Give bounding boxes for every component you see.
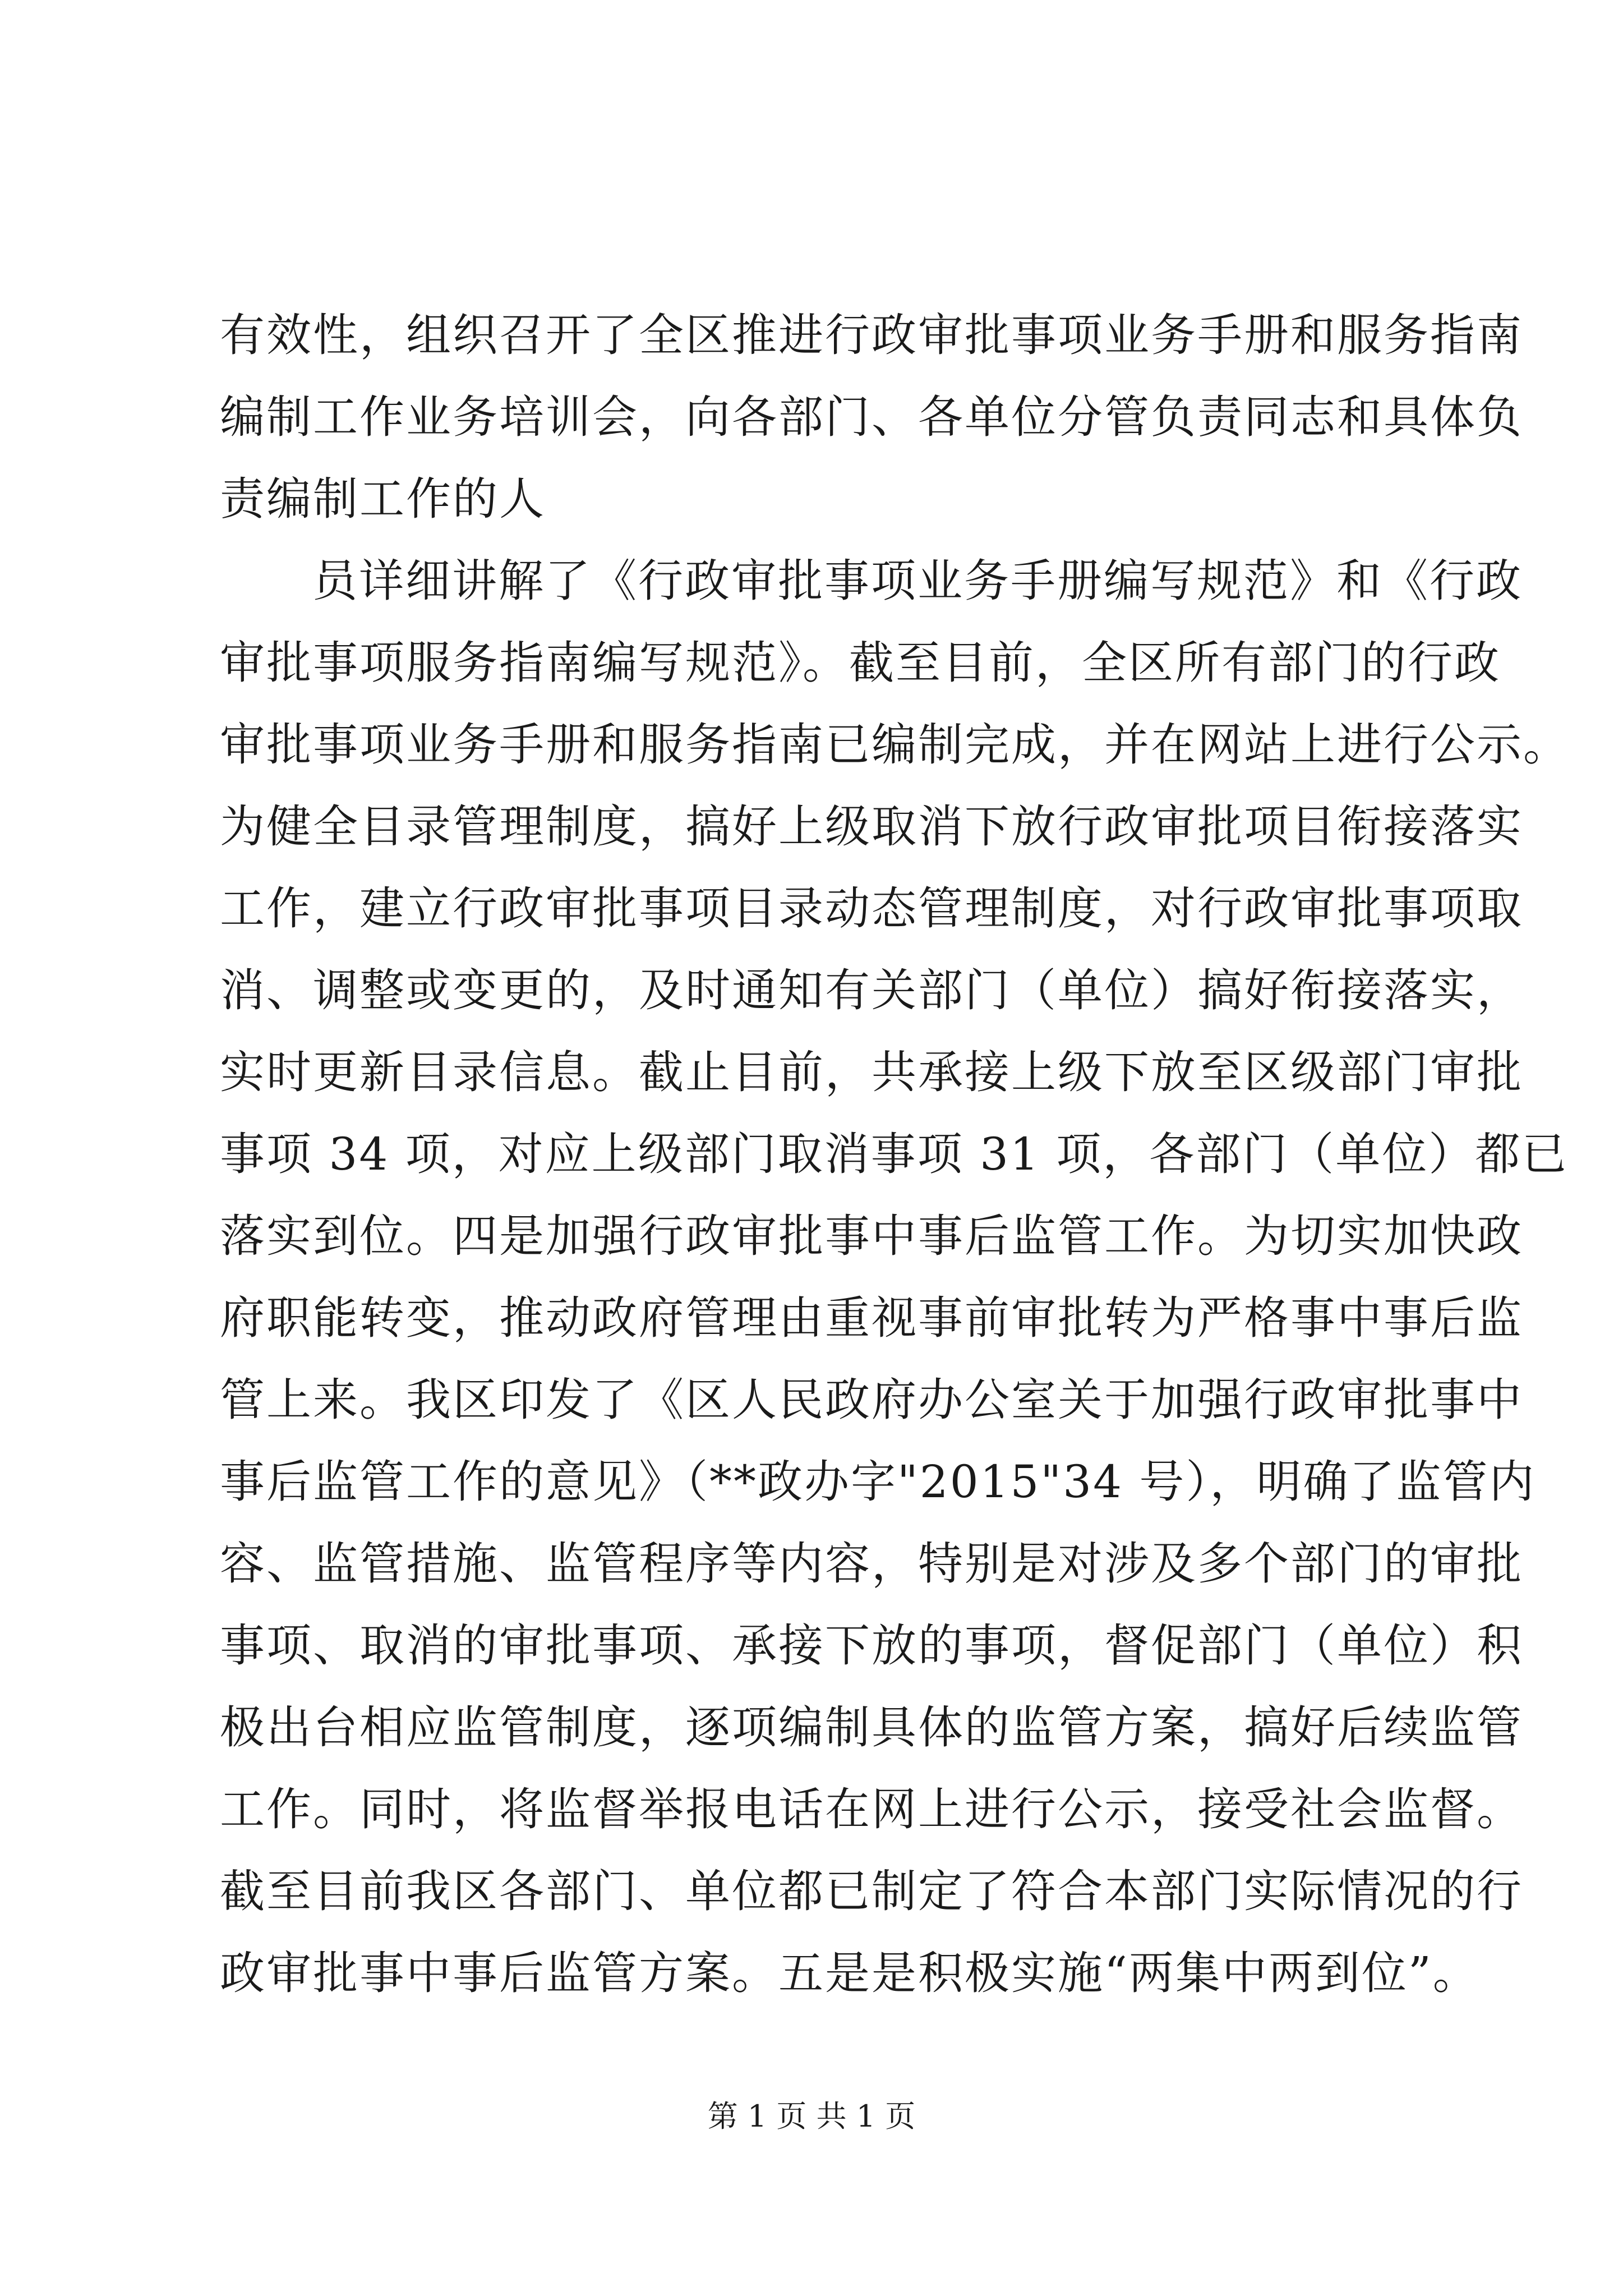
text-line: 管上来。我区印发了《区人民政府办公室关于加强行政审批事中 — [220, 1374, 1523, 1426]
text-line: 有效性，组织召开了全区推进行政审批事项业务手册和服务指南 — [220, 309, 1523, 361]
text-line: 极出台相应监管制度，逐项编制具体的监管方案，搞好后续监管 — [220, 1701, 1523, 1754]
text-line: 审批事项业务手册和服务指南已编制完成，并在网站上进行公示。 — [220, 719, 1570, 771]
text-line: 责编制工作的人 — [220, 473, 546, 525]
text-line — [220, 2014, 1426, 2096]
text-line: 事后监管工作的意见》（**政办字"2015"34 号），明确了监管内 — [220, 1456, 1536, 1508]
text-line: 截至目前我区各部门、单位都已制定了符合本部门实际情况的行 — [220, 1865, 1523, 1917]
paragraph-2 — [220, 540, 1570, 2096]
text-line: 审批事项服务指南编写规范》。截至目前，全区所有部门的行政 — [220, 637, 1501, 689]
text-line: 消、调整或变更的，及时通知有关部门（单位）搞好衔接落实， — [220, 964, 1523, 1016]
text-line: 府职能转变，推动政府管理由重视事前审批转为严格事中事后监 — [220, 1292, 1523, 1344]
body-text — [220, 295, 1570, 2096]
text-line: 容、监管措施、监管程序等内容，特别是对涉及多个部门的审批 — [220, 1538, 1523, 1590]
page-footer — [0, 2097, 1623, 2136]
text-line: 工作。同时，将监督举报电话在网上进行公示，接受社会监督。 — [220, 1783, 1523, 1835]
text-line: 编制工作业务培训会，向各部门、各单位分管负责同志和具体负 — [220, 391, 1523, 443]
text-line: 工作，建立行政审批事项目录动态管理制度，对行政审批事项取 — [220, 882, 1523, 935]
text-line: 事项、取消的审批事项、承接下放的事项，督促部门（单位）积 — [220, 1619, 1523, 1672]
text-line: 为健全目录管理制度，搞好上级取消下放行政审批项目衔接落实 — [220, 800, 1523, 853]
text-line: 落实到位。四是加强行政审批事中事后监管工作。为切实加快政 — [220, 1210, 1523, 1262]
page-number: 第 1 页 共 1 页 — [707, 2099, 916, 2134]
text-line: 实时更新目录信息。截止目前，共承接上级下放至区级部门审批 — [220, 1046, 1523, 1098]
paragraph-1 — [220, 295, 1523, 540]
text-line: 事项 34 项，对应上级部门取消事项 31 项，各部门（单位）都已 — [220, 1128, 1569, 1180]
text-line: 员详细讲解了《行政审批事项业务手册编写规范》和《行政 — [312, 555, 1523, 607]
text-line: 政审批事中事后监管方案。五是是积极实施“两集中两到位”。 — [220, 1947, 1479, 1999]
